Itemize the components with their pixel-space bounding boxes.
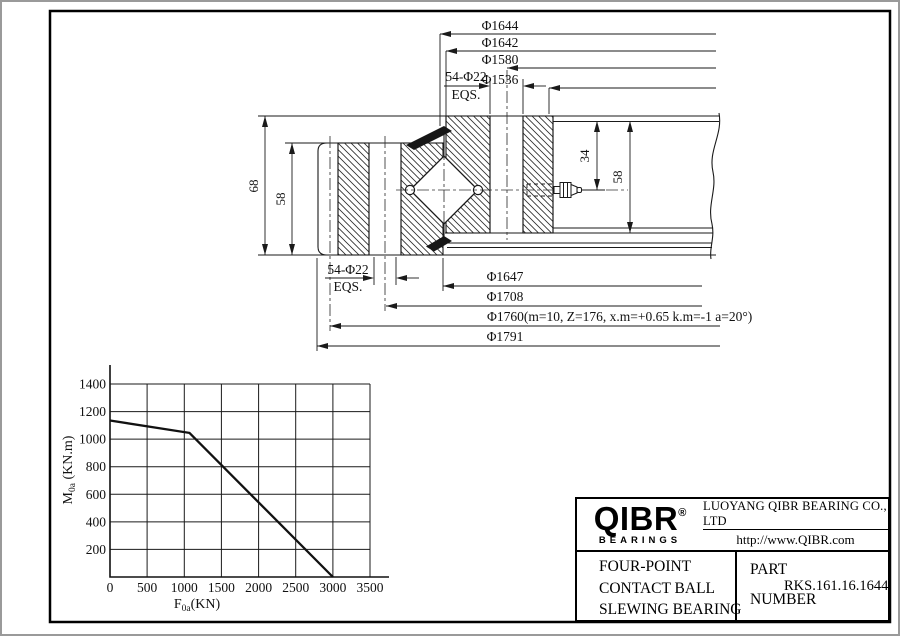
ytick: 800 (85, 459, 106, 475)
company-logo (577, 499, 703, 550)
part-label-2: NUMBER (750, 591, 817, 608)
ytick: 200 (85, 541, 106, 557)
dim-id-1536: Φ1536 (481, 72, 519, 87)
bolt-callout-bottom-qty: 54-Φ22 (327, 262, 369, 277)
title-block (575, 497, 890, 622)
ylabel-unit: (KN.m) (61, 435, 76, 484)
dim-bc-1708: Φ1708 (486, 289, 524, 304)
product-description (577, 552, 742, 622)
ytick: 400 (85, 514, 106, 530)
xtick: 0 (106, 580, 114, 595)
part-number-cell (737, 552, 888, 622)
xlabel-sub: 0a (181, 604, 191, 614)
xtick: 2000 (245, 580, 273, 595)
dim-race-1647: Φ1647 (486, 269, 524, 284)
bolt-callout-top-note: EQS. (451, 87, 481, 102)
ylabel-main: M (61, 491, 76, 505)
dim-height-58-right: 58 (610, 170, 625, 184)
ytick: 1000 (79, 431, 106, 447)
logo-wordmark (593, 500, 687, 538)
ytick: 1400 (79, 376, 106, 392)
xtick: 1500 (207, 580, 235, 595)
product-line-2: CONTACT BALL (599, 579, 716, 597)
ytick: 1200 (79, 404, 106, 419)
logo-text: QIBR (593, 500, 679, 538)
part-number-value: RKS.161.16.1644 (784, 578, 889, 594)
dim-od-1791: Φ1791 (486, 329, 524, 344)
xtick: 3500 (356, 580, 384, 595)
dim-od-1644: Φ1644 (481, 18, 519, 33)
dim-offset-34: 34 (577, 149, 592, 163)
bolt-callout-top-qty: 54-Φ22 (445, 69, 487, 84)
title-block-detail-row (577, 552, 888, 622)
title-block-header-row (577, 499, 888, 552)
company-website: http://www.QIBR.com (736, 532, 855, 547)
xtick: 2500 (282, 580, 310, 595)
xlabel-unit: (KN) (190, 597, 221, 612)
dim-od-1642: Φ1642 (481, 35, 519, 50)
dim-height-58-left: 58 (273, 192, 288, 206)
xtick: 1000 (170, 580, 198, 595)
dim-gear-1760: Φ1760(m=10, Z=176, x.m=+0.65 k.m=-1 a=20°) (487, 309, 753, 324)
ylabel-sub: 0a (68, 483, 78, 492)
company-name: LUOYANG QIBR BEARING CO., LTD (703, 499, 887, 528)
dim-bc-1580: Φ1580 (481, 52, 519, 67)
xlabel-main: F (173, 597, 182, 612)
part-label-1: PART (750, 561, 788, 578)
bolt-callout-bottom-note: EQS. (333, 279, 363, 294)
product-line-1: FOUR-POINT (599, 558, 692, 575)
logo-subtext: BEARINGS (598, 534, 682, 546)
company-info (703, 499, 888, 550)
dim-height-68: 68 (246, 179, 261, 193)
xtick: 500 (136, 580, 158, 595)
product-line-3: SLEWING BEARING (599, 601, 742, 618)
ytick: 600 (85, 486, 106, 502)
registered-trademark-icon: ® (678, 507, 687, 520)
xtick: 3000 (319, 580, 347, 595)
